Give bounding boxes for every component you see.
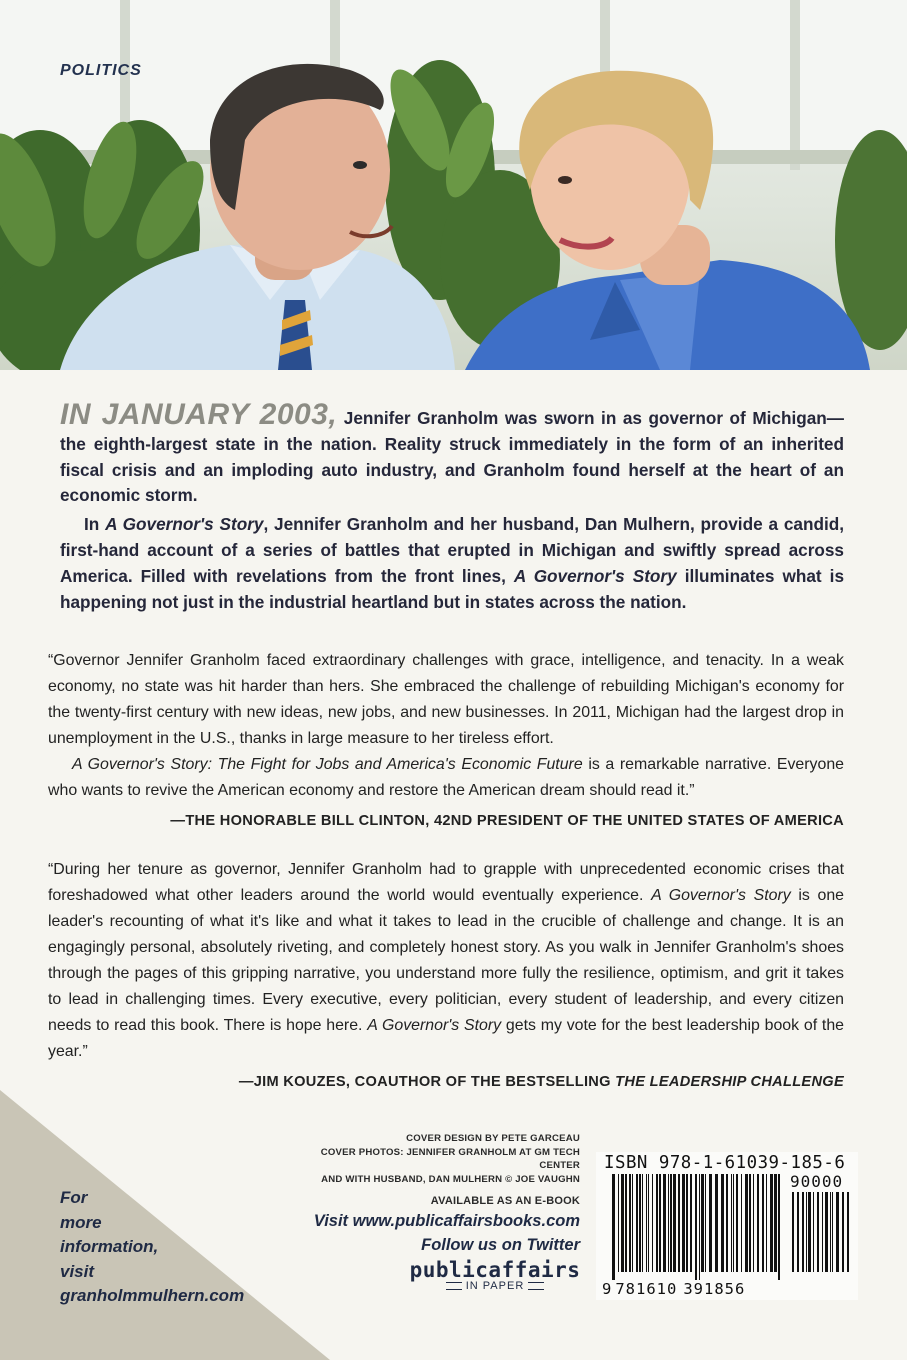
more-info-line: more — [60, 1212, 102, 1232]
barcode-bar — [659, 1174, 661, 1272]
more-info-block — [60, 1186, 244, 1309]
barcode-bar — [656, 1174, 658, 1272]
blurb-kouzes — [48, 857, 844, 1095]
barcode-bar — [612, 1174, 615, 1280]
publisher-website-link[interactable]: Visit www.publicaffairsbooks.com — [313, 1212, 580, 1230]
twitter-follow-link[interactable]: Follow us on Twitter — [421, 1235, 580, 1254]
barcode-bar — [678, 1174, 680, 1272]
intro-p2-text-a: In — [84, 514, 106, 535]
isbn-number: ISBN 978-1-61039-185-6 — [604, 1153, 846, 1173]
intro-p2-text-c: illuminates what is happening not just in the industrial heartland but in states across the nation. — [60, 565, 845, 612]
barcode-bar — [709, 1174, 712, 1272]
blurb-kouzes-attribution-title: THE LEADERSHIP CHALLENGE — [615, 1074, 844, 1090]
intro-lead: IN JANUARY 2003, — [60, 398, 338, 431]
barcode-bar — [668, 1174, 669, 1272]
intro-paragraph-1 — [60, 398, 844, 509]
barcode-bar — [813, 1192, 814, 1272]
barcode-bar — [847, 1192, 849, 1272]
barcode-bar — [762, 1174, 764, 1272]
intro-p2-title-1: A Governor's Story — [105, 514, 264, 535]
cover-credits — [300, 1132, 580, 1209]
publisher-logo-wordmark: publicaffairs — [409, 1258, 581, 1282]
blurb-clinton-attribution: —THE HONORABLE BILL CLINTON, 42ND PRESIDENT OF THE UNITED STATES OF AMERICA — [170, 813, 844, 829]
blurb-kouzes-paragraph — [48, 857, 844, 1065]
ebook-availability: AVAILABLE AS AN E-BOOK — [430, 1195, 580, 1207]
blurb-kouzes-text-a: “During her tenure as governor, Jennifer Granholm had to grapple with unprecedented economic crises that foreshadowed what other leaders around the world would eventually experience. — [48, 861, 844, 904]
more-info-line: information, — [60, 1237, 159, 1256]
barcode-digit-group-2: 391856 — [683, 1280, 746, 1298]
barcode-bar — [670, 1174, 672, 1272]
barcode-bar — [629, 1174, 631, 1272]
barcode-bar — [797, 1192, 799, 1272]
addon-barcode — [792, 1192, 850, 1280]
barcode-bar — [625, 1174, 627, 1272]
barcode-bar — [621, 1174, 624, 1272]
barcode-bar — [757, 1174, 759, 1272]
barcode-bar — [842, 1192, 844, 1272]
barcode-bar — [726, 1174, 728, 1272]
intro-paragraph-2 — [60, 512, 844, 615]
blurb-clinton-paragraph-2 — [48, 752, 844, 804]
cover-photo — [0, 0, 907, 370]
barcode-bar — [701, 1174, 704, 1272]
blurb-clinton — [48, 648, 844, 834]
barcode-bar — [822, 1192, 823, 1272]
barcode-bar — [741, 1174, 742, 1272]
couple-photo-illustration — [0, 0, 907, 370]
barcode-bar — [652, 1174, 653, 1272]
barcode-digit-first: 9 — [602, 1280, 612, 1298]
imprint-rule-right-icon — [528, 1282, 544, 1290]
barcode-bar — [766, 1174, 767, 1272]
blurb-kouzes-attribution-prefix: —JIM KOUZES, COAUTHOR OF THE BESTSELLING — [238, 1074, 616, 1090]
publisher-logo — [405, 1258, 585, 1292]
barcode-bar — [699, 1174, 700, 1280]
barcode-bar — [806, 1192, 807, 1272]
barcode-bar — [642, 1174, 643, 1272]
barcode-digit-group-1: 781610 — [615, 1280, 678, 1298]
barcode-bar — [646, 1174, 647, 1272]
credit-photos-line-1: COVER PHOTOS: JENNIFER GRANHOLM AT GM TECH CENTER — [320, 1146, 580, 1171]
barcode-bar — [721, 1174, 724, 1272]
barcode-bar — [705, 1174, 706, 1272]
intro-p1-text: Jennifer Granholm was sworn in as governor of Michigan—the eighth-largest state in the nation. Reality struck immediately in the form of an inherited fiscal crisis and an imploding auto industry, and Granholm found herself at the heart of an economic storm. — [60, 408, 844, 506]
barcode-bar — [778, 1174, 780, 1280]
credit-design: COVER DESIGN BY PETE GARCEAU — [406, 1133, 580, 1144]
barcode-bar — [808, 1192, 811, 1272]
blurb-clinton-p2-text: is a remarkable narrative. Everyone who wants to revive the American economy and restore the American dream should read it.” — [48, 756, 845, 799]
more-info-line: For — [60, 1188, 88, 1207]
barcode-bar — [632, 1174, 633, 1272]
blurb-clinton-paragraph-1: “Governor Jennifer Granholm faced extraordinary challenges with grace, intelligence, and tenacity. In a weak economy, no state was hit harder than hers. She embraced the challenge of rebuilding Michigan's economy for the twenty-first century with new ideas, new jobs, and new businesses. In 2011, Michigan had the largest drop in unemployment in the U.S., thanks in large measure to her tireless effort. — [48, 652, 844, 747]
intro-p2-title-2: A Governor's Story — [513, 565, 677, 586]
barcode-bar — [817, 1192, 819, 1272]
barcode-digits — [602, 1280, 751, 1298]
imprint-rule-left-icon — [446, 1282, 462, 1290]
publisher-imprint-label: IN PAPER — [465, 1280, 525, 1292]
barcode-bar — [636, 1174, 638, 1272]
barcode-bar — [745, 1174, 748, 1272]
barcode-bar — [690, 1174, 692, 1272]
barcode-bar — [663, 1174, 666, 1272]
barcode-bar — [832, 1192, 833, 1272]
barcode-bar — [648, 1174, 649, 1272]
intro-copy — [60, 398, 845, 615]
barcode-bar — [639, 1174, 641, 1272]
barcode-bar — [749, 1174, 751, 1272]
barcode-bar — [686, 1174, 688, 1272]
barcode-bar — [731, 1174, 732, 1272]
blurb-kouzes-text-c: gets my vote for the best leadership book of the year.” — [48, 1017, 844, 1060]
barcode-bar — [802, 1192, 804, 1272]
barcode-bar — [682, 1174, 685, 1272]
barcode-bar — [770, 1174, 773, 1272]
ean-barcode — [612, 1174, 782, 1280]
barcode-bar — [774, 1174, 777, 1272]
barcode-bar — [733, 1174, 734, 1272]
barcode-bar — [753, 1174, 754, 1272]
barcode-bar — [836, 1192, 839, 1272]
blurb-kouzes-text-b: is one leader's recounting of what it's like and what it takes to lead in the crucible of challenge and change. It is an engagingly personal, absolutely riveting, and completely honest story. As you walk in Jennifer Granholm's shoes through the pages of this gripping narrative, you understand more fully the resilience, optimism, and grit it takes to lead in challenging times. Every executive, every politician, every student of leadership, and every citizen needs to read this book. There is hope here. — [48, 887, 845, 1034]
section-label: POLITICS — [60, 62, 142, 79]
barcode-bar — [830, 1192, 831, 1272]
barcode-bar — [673, 1174, 676, 1272]
blurb-kouzes-title-2: A Governor's Story — [367, 1017, 502, 1034]
price-code: 90000 — [790, 1172, 844, 1191]
barcode-bar — [736, 1174, 738, 1272]
blurb-kouzes-title-1: A Governor's Story — [651, 887, 791, 904]
blurb-clinton-book-title: A Governor's Story: The Fight for Jobs and America's Economic Future — [72, 756, 583, 773]
barcode-bar — [792, 1192, 794, 1272]
more-info-line: visit — [60, 1261, 95, 1281]
barcode-bar — [618, 1174, 619, 1272]
credit-photos-line-2: AND WITH HUSBAND, DAN MULHERN © JOE VAUGHN — [321, 1173, 580, 1185]
publisher-links — [270, 1210, 580, 1257]
barcode-bar — [715, 1174, 718, 1272]
intro-p2-text-b: , Jennifer Granholm and her husband, Dan Mulhern, provide a candid, first-hand account of a series of battles that erupted in Michigan and swiftly spread across America. Filled with revelations from the front lines, — [60, 514, 844, 586]
barcode-bar — [695, 1174, 697, 1280]
more-info-website[interactable]: granholmmulhern.com — [60, 1286, 245, 1305]
barcode-bar — [825, 1192, 828, 1272]
